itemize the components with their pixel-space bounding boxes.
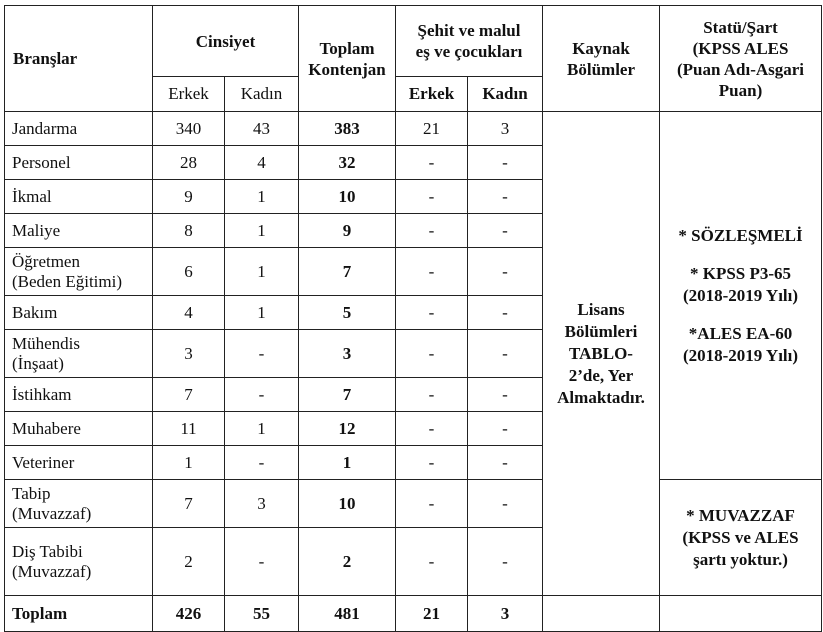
- header-sehit-line1: Şehit ve malul: [417, 21, 521, 40]
- cell-toplam: 9: [299, 214, 396, 248]
- cell-toplam: 7: [299, 378, 396, 412]
- total-erkek: 426: [153, 596, 225, 632]
- cell-sehit-kadin: -: [468, 446, 543, 480]
- statu-sozlesmeli-cell: [660, 112, 822, 480]
- header-cinsiyet-erkek: Erkek: [153, 77, 225, 112]
- cell-sehit-erkek: -: [396, 330, 468, 378]
- cell-toplam: 3: [299, 330, 396, 378]
- cell-sehit-erkek: -: [396, 146, 468, 180]
- total-sehit-kadin: 3: [468, 596, 543, 632]
- header-kaynak-line2: Bölümler: [567, 59, 636, 79]
- cell-erkek: 8: [153, 214, 225, 248]
- cell-sehit-kadin: -: [468, 330, 543, 378]
- total-row: [5, 596, 822, 632]
- header-row-1: [5, 6, 822, 77]
- header-statu-line3: (Puan Adı-Asgari: [676, 59, 805, 79]
- brans-name: Personel: [5, 146, 153, 180]
- brans-name: Maliye: [5, 214, 153, 248]
- cell-kadin: 1: [225, 214, 299, 248]
- header-statu-line1: Statü/Şart: [703, 17, 778, 37]
- cell-sehit-erkek: -: [396, 528, 468, 596]
- cell-toplam: 1: [299, 446, 396, 480]
- cell-kadin: 1: [225, 180, 299, 214]
- cell-sehit-erkek: -: [396, 214, 468, 248]
- cell-sehit-kadin: -: [468, 480, 543, 528]
- cell-toplam: 32: [299, 146, 396, 180]
- cell-sehit-erkek: 21: [396, 112, 468, 146]
- header-toplam-line: Toplam: [319, 38, 375, 58]
- header-statu-line2: (KPSS ALES: [692, 38, 789, 58]
- cell-sehit-kadin: -: [468, 180, 543, 214]
- cell-sehit-kadin: -: [468, 146, 543, 180]
- kaynak-bolumler-cell: Lisans Bölümleri TABLO- 2’de, Yer Almaktadır.: [543, 112, 660, 596]
- brans-name: Diş Tabibi (Muvazzaf): [5, 528, 153, 596]
- total-statu-empty: [660, 596, 822, 632]
- cell-kadin: -: [225, 528, 299, 596]
- cell-sehit-erkek: -: [396, 480, 468, 528]
- total-kaynak-empty: [543, 596, 660, 632]
- cell-erkek: 7: [153, 480, 225, 528]
- header-sehit-erkek: Erkek: [396, 77, 468, 112]
- cell-erkek: 6: [153, 248, 225, 296]
- cell-sehit-kadin: -: [468, 248, 543, 296]
- table-row: [5, 112, 822, 146]
- cell-kadin: 43: [225, 112, 299, 146]
- cell-sehit-erkek: -: [396, 296, 468, 330]
- cell-erkek: 4: [153, 296, 225, 330]
- header-branslar: Branşlar: [5, 6, 153, 112]
- brans-name: Öğretmen (Beden Eğitimi): [5, 248, 153, 296]
- header-kontenjan-line: Kontenjan: [308, 59, 386, 79]
- cell-kadin: -: [225, 330, 299, 378]
- brans-name: Muhabere: [5, 412, 153, 446]
- cell-erkek: 340: [153, 112, 225, 146]
- cell-sehit-erkek: -: [396, 378, 468, 412]
- header-toplam-kontenjan: [299, 6, 396, 112]
- cell-erkek: 7: [153, 378, 225, 412]
- header-cinsiyet-kadin: Kadın: [225, 77, 299, 112]
- cell-sehit-kadin: -: [468, 528, 543, 596]
- cell-erkek: 11: [153, 412, 225, 446]
- cell-kadin: -: [225, 378, 299, 412]
- total-toplam: 481: [299, 596, 396, 632]
- brans-name: Mühendis (İnşaat): [5, 330, 153, 378]
- cell-toplam: 5: [299, 296, 396, 330]
- cell-toplam: 10: [299, 480, 396, 528]
- cell-kadin: 1: [225, 296, 299, 330]
- cell-toplam: 10: [299, 180, 396, 214]
- cell-sehit-kadin: -: [468, 214, 543, 248]
- cell-toplam: 12: [299, 412, 396, 446]
- cell-sehit-kadin: 3: [468, 112, 543, 146]
- statu-sozlesmeli-title: * SÖZLEŞMELİ: [678, 225, 803, 245]
- statu-ales: *ALES EA-60 (2018-2019 Yılı): [682, 323, 799, 365]
- cell-kadin: 4: [225, 146, 299, 180]
- header-statu: [660, 6, 822, 112]
- table-row: [5, 480, 822, 528]
- cell-toplam: 2: [299, 528, 396, 596]
- cell-erkek: 9: [153, 180, 225, 214]
- cell-kadin: 1: [225, 248, 299, 296]
- kontenjan-table: [4, 5, 822, 632]
- cell-kadin: 3: [225, 480, 299, 528]
- cell-erkek: 2: [153, 528, 225, 596]
- statu-muvazzaf-cell: * MUVAZZAF (KPSS ve ALES şartı yoktur.): [660, 480, 822, 596]
- brans-name: Bakım: [5, 296, 153, 330]
- cell-kadin: 1: [225, 412, 299, 446]
- cell-erkek: 3: [153, 330, 225, 378]
- header-cinsiyet: Cinsiyet: [153, 6, 299, 77]
- header-statu-line4: Puan): [718, 80, 763, 100]
- cell-kadin: -: [225, 446, 299, 480]
- total-kadin: 55: [225, 596, 299, 632]
- cell-sehit-kadin: -: [468, 412, 543, 446]
- cell-erkek: 1: [153, 446, 225, 480]
- header-sehit-line2: eş ve çocukları: [415, 42, 523, 61]
- brans-name: İstihkam: [5, 378, 153, 412]
- cell-sehit-kadin: -: [468, 378, 543, 412]
- brans-name: Jandarma: [5, 112, 153, 146]
- brans-name: Tabip (Muvazzaf): [5, 480, 153, 528]
- cell-sehit-erkek: -: [396, 180, 468, 214]
- cell-sehit-erkek: -: [396, 248, 468, 296]
- header-kaynak: [543, 6, 660, 112]
- cell-toplam: 383: [299, 112, 396, 146]
- header-kaynak-line1: Kaynak: [572, 38, 630, 58]
- cell-toplam: 7: [299, 248, 396, 296]
- header-sehit-kadin: Kadın: [468, 77, 543, 112]
- header-sehit: [396, 6, 543, 77]
- cell-sehit-kadin: -: [468, 296, 543, 330]
- brans-name: Veteriner: [5, 446, 153, 480]
- total-sehit-erkek: 21: [396, 596, 468, 632]
- brans-name: İkmal: [5, 180, 153, 214]
- cell-sehit-erkek: -: [396, 446, 468, 480]
- cell-erkek: 28: [153, 146, 225, 180]
- statu-kpss: * KPSS P3-65 (2018-2019 Yılı): [682, 263, 799, 305]
- total-label: Toplam: [5, 596, 153, 632]
- cell-sehit-erkek: -: [396, 412, 468, 446]
